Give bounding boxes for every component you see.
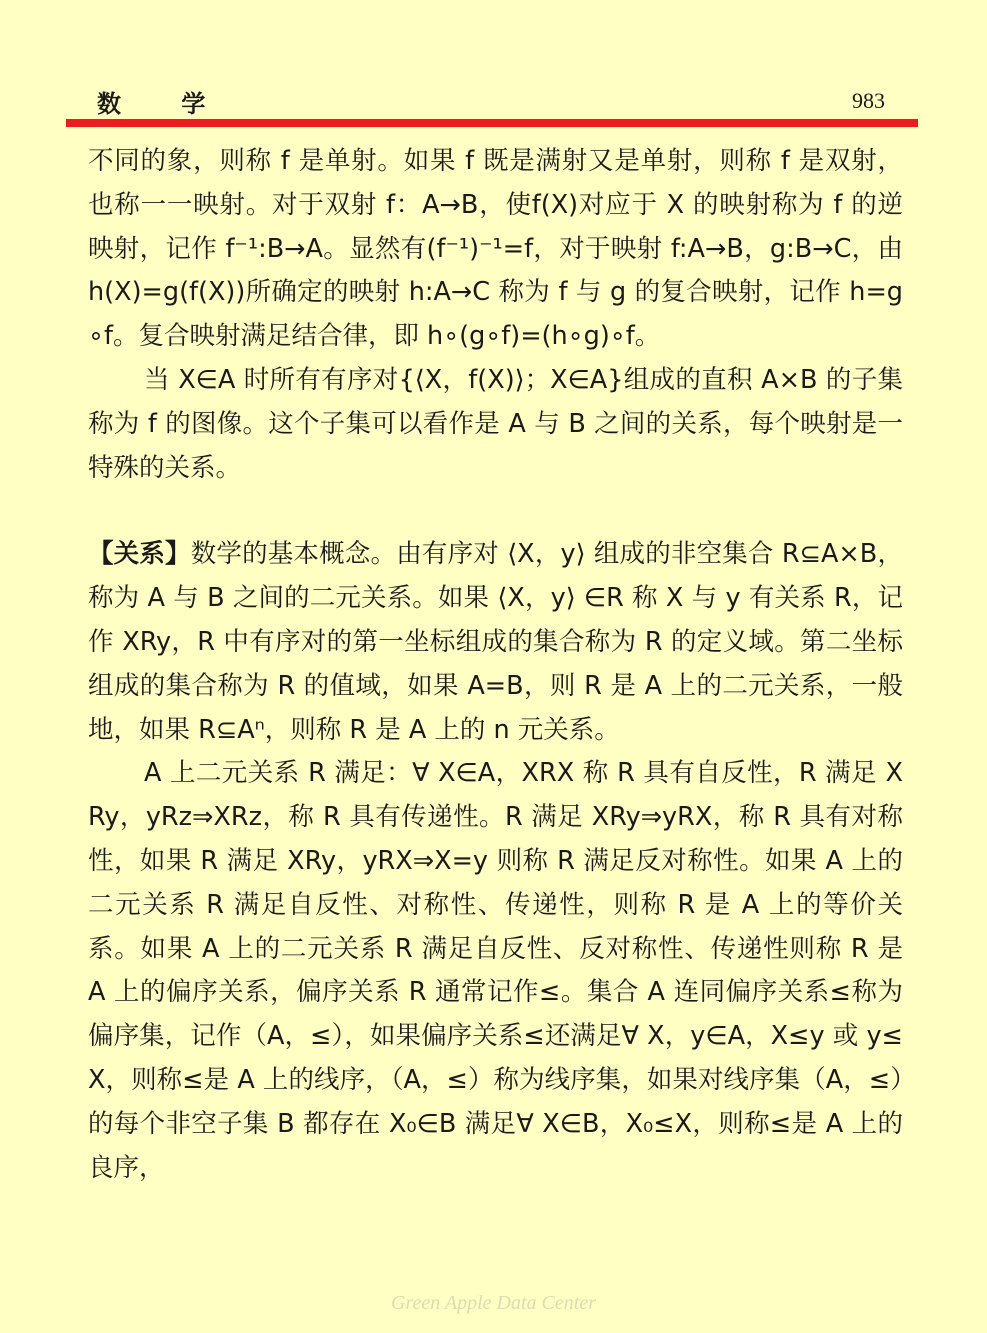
- page-header: [0, 0, 987, 130]
- entry-body-relation: 数学的基本概念。由有序对 ⟨X，y⟩ 组成的非空集合 R⊆A×B，称为 A 与 B 之间的二元关系。如果 ⟨X，y⟩ ∈R 称 X 与 y 有关系 R，记作 XRy，R 中有序对的第一坐标组成的集合称为 R 的定义域。第二坐标组成的集合称为 R 的值域，如果 A=B，则 R 是 A 上的二元关系，一般地，如果 R⊆Aⁿ，则称 R 是 A 上的 n 元关系。: [88, 539, 903, 745]
- paragraph-relation-properties: A 上二元关系 R 满足：∀ X∈A，XRX 称 R 具有自反性，R 满足 XRy，yRz⇒XRz，称 R 具有传递性。R 满足 XRy⇒yRX，称 R 具有对称性，如果 R 满足 XRy，yRX⇒X=y 则称 R 满足反对称性。如果 A 上的二元关系 R 满足自反性、对称性、传递性，则称 R 是 A 上的等价关系。如果 A 上的二元关系 R 满足自反性、反对称性、传递性则称 R 是 A 上的偏序关系，偏序关系 R 通常记作≤。集合 A 连同偏序关系≤称为偏序集，记作（A，≤），如果偏序关系≤还满足∀ X，y∈A，X≤y 或 y≤X，则称≤是 A 上的线序，（A，≤）称为线序集，如果对线序集（A，≤）的每个非空子集 B 都存在 X₀∈B 满足∀ X∈B，X₀≤X，则称≤是 A 上的良序，: [88, 758, 903, 1183]
- entry-term-relation: 【关系】: [88, 539, 191, 570]
- paragraph-graph-of-mapping: 当 X∈A 时所有有序对{⟨X，f(X)⟩；X∈A}组成的直积 A×B 的子集称为 f 的图像。这个子集可以看作是 A 与 B 之间的关系，每个映射是一特殊的关系。: [88, 364, 903, 483]
- section-gap: [88, 490, 903, 533]
- watermark: Green Apple Data Center: [391, 1292, 596, 1314]
- page-number: 983: [852, 88, 885, 113]
- paragraph-mapping-continued: 不同的象，则称 f 是单射。如果 f 既是满射又是单射，则称 f 是双射，也称一一映射。对于双射 f：A→B，使f(X)对应于 X 的映射称为 f 的逆映射，记作 f⁻¹:B→A。显然有(f⁻¹)⁻¹=f，对于映射 f:A→B，g:B→C，由 h(X)=g(f(X))所确定的映射 h:A→C 称为 f 与 g 的复合映射，记作 h=g∘f。复合映射满足结合律，即 h∘(g∘f)=(h∘g)∘f。: [88, 146, 903, 352]
- paragraph-relation-definition: [88, 533, 903, 752]
- page-body: [88, 140, 903, 1190]
- running-head-title: 数 学: [97, 90, 232, 118]
- header-rule: [66, 119, 918, 127]
